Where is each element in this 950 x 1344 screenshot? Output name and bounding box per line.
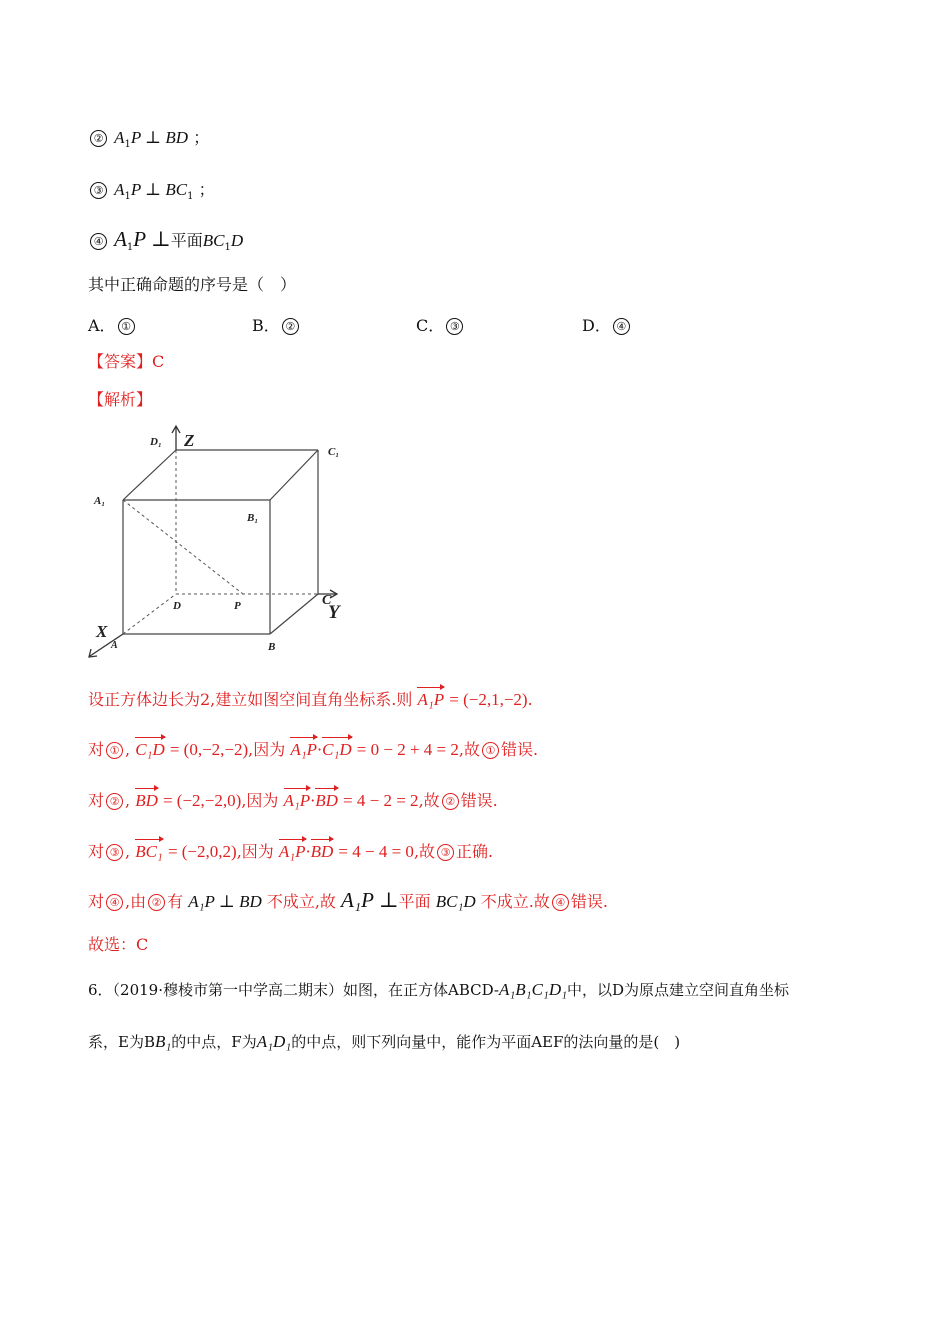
question-6-line-2 [88, 1032, 680, 1052]
solution-text: 错误. [500, 740, 539, 759]
question-text: 中，以D为原点建立空间直角坐标 [567, 981, 790, 999]
option-value: ③ [446, 318, 463, 335]
option-letter: D． [582, 316, 611, 335]
expr: D [230, 231, 244, 250]
expr: BC [202, 231, 225, 250]
label-c1: C₁ [328, 446, 340, 458]
expr: A [114, 227, 127, 251]
question-stem: 其中正确命题的序号是（ ） [88, 275, 297, 294]
hidden-edge [123, 594, 176, 634]
statement-3 [88, 180, 215, 207]
number-circle: ② [90, 130, 107, 147]
solution-text: 设正方体边长为2,建立如图空间直角坐标系.则 [88, 690, 413, 709]
subscript: 1 [187, 191, 194, 202]
number-circle: ④ [106, 894, 123, 911]
option-letter: C． [416, 316, 445, 335]
label-c: C [322, 593, 332, 608]
option-value: ② [282, 318, 299, 335]
punctuation: . [527, 690, 533, 709]
vector: BC₁ [135, 842, 163, 861]
option-letter: A． [88, 316, 116, 335]
dot-operator: · [305, 842, 311, 861]
solution-text: 不成立.故 [480, 892, 550, 911]
vector: BD [135, 791, 158, 810]
label-d1: D₁ [150, 436, 162, 448]
expr: P ⊥ BC [130, 180, 188, 199]
solution-text: 不成立,故 [266, 892, 336, 911]
solution-text: 对 [88, 791, 105, 810]
number-circle: ② [148, 894, 165, 911]
option-value: ① [118, 318, 135, 335]
solution-line-3 [88, 789, 498, 811]
expr: A₁P ⊥ BD [188, 892, 262, 911]
vector: A₁P [278, 842, 306, 861]
label-a: A [111, 640, 118, 651]
statement-2 [88, 128, 209, 155]
option-value: ④ [613, 318, 630, 335]
number-circle: ② [442, 793, 459, 810]
question-text: 6．（2019·穆棱市第一中学高二期末）如图，在正方体ABCD- [88, 981, 499, 999]
vector: A₁P [290, 740, 318, 759]
label-y: Y [328, 602, 340, 623]
solution-text: , [125, 740, 131, 759]
number-circle: ④ [90, 233, 107, 250]
number-circle: ④ [552, 894, 569, 911]
punctuation: ； [198, 180, 215, 199]
label-b1: B₁ [247, 512, 259, 524]
subscript: 1 [124, 139, 131, 150]
statement-4 [88, 229, 243, 258]
question-text: 的中点，则下列向量中，能作为平面AEF的法向量的是( ) [291, 1033, 681, 1051]
solution-text: ,故 [458, 740, 480, 759]
vector-value: = (0,−2,−2) [169, 740, 249, 759]
segment-a1p [123, 500, 243, 594]
solution-text: 有 [167, 892, 184, 911]
expr: A [114, 180, 125, 199]
expr: P ⊥ [133, 227, 171, 251]
solution-line-2 [88, 738, 538, 760]
solution-text: 错误. [460, 791, 498, 810]
vector-value: = (−2,1,−2) [449, 690, 528, 709]
vector-value: = (−2,0,2) [167, 842, 237, 861]
solution-text: ,因为 [248, 740, 286, 759]
vector-value: = (−2,−2,0) [162, 791, 242, 810]
label-z: Z [184, 431, 195, 450]
solution-text: ,由 [125, 892, 147, 911]
solution-text: ,因为 [236, 842, 274, 861]
analysis-label: 【解析】 [88, 390, 153, 409]
solution-text: 对 [88, 740, 105, 759]
option-letter: B． [252, 316, 280, 335]
question-text: 系，E为B [88, 1033, 155, 1051]
vector: C₁D [322, 740, 352, 759]
number-circle: ② [106, 793, 123, 810]
label-a1: A₁ [94, 495, 106, 507]
plane-word: 平面 [398, 892, 431, 911]
subscript: 1 [124, 191, 131, 202]
subscript: 1 [224, 242, 231, 253]
answer-value: C [152, 352, 165, 371]
solution-line-1 [88, 688, 533, 710]
number-circle: ① [106, 742, 123, 759]
expr: A₁P ⊥ [341, 888, 399, 912]
option-b[interactable] [252, 313, 301, 336]
label-x: X [96, 622, 108, 641]
dot-operator: · [317, 740, 323, 759]
punctuation: ； [193, 128, 210, 147]
solution-text: ,故 [413, 842, 436, 861]
solution-text: ,故 [418, 791, 440, 810]
vector: A₁P [417, 690, 445, 709]
calculation: = 4 − 4 = 0 [338, 842, 414, 861]
solution-line-4 [88, 840, 493, 862]
solution-conclusion: 故选：C [88, 935, 149, 954]
solution-text: 正确. [456, 842, 494, 861]
label-p: P [234, 600, 241, 612]
expr: P ⊥ BD [130, 128, 189, 147]
number-circle: ③ [90, 182, 107, 199]
label-b: B [268, 641, 276, 653]
answer-line [88, 352, 164, 372]
number-circle: ③ [437, 844, 454, 861]
solution-text: , [125, 791, 131, 810]
vector: C₁D [135, 740, 165, 759]
dot-operator: · [310, 791, 316, 810]
option-a[interactable] [88, 313, 137, 336]
question-text: 的中点，F为 [171, 1033, 257, 1051]
solution-text: 对 [88, 892, 105, 911]
question-6-line-1 [88, 980, 789, 1000]
number-circle: ① [482, 742, 499, 759]
calculation: = 4 − 2 = 2 [343, 791, 419, 810]
subscript: 1 [126, 242, 134, 253]
expr: A₁B₁C₁D₁ [498, 980, 568, 999]
vector: BD [315, 791, 338, 810]
number-circle: ③ [106, 844, 123, 861]
solution-text: ,因为 [241, 791, 279, 810]
edge [270, 594, 318, 634]
solution-text: 对 [88, 842, 105, 861]
option-d[interactable] [582, 313, 632, 336]
vector: BD [310, 842, 334, 861]
answer-label: 【答案】 [88, 352, 153, 371]
solution-text: 错误. [570, 892, 608, 911]
calculation: = 0 − 2 + 4 = 2 [356, 740, 459, 759]
expr: B₁ [154, 1032, 172, 1051]
expr: A [114, 128, 125, 147]
option-c[interactable] [416, 313, 465, 336]
vector: A₁P [283, 791, 311, 810]
cube-figure [86, 422, 366, 662]
expr: BC₁D [435, 892, 476, 911]
plane-word: 平面 [170, 231, 203, 250]
edge [123, 450, 176, 500]
expr: A₁D₁ [256, 1032, 292, 1051]
label-d: D [173, 600, 181, 612]
solution-line-5 [88, 890, 608, 912]
edge [270, 450, 318, 500]
solution-text: , [125, 842, 131, 861]
